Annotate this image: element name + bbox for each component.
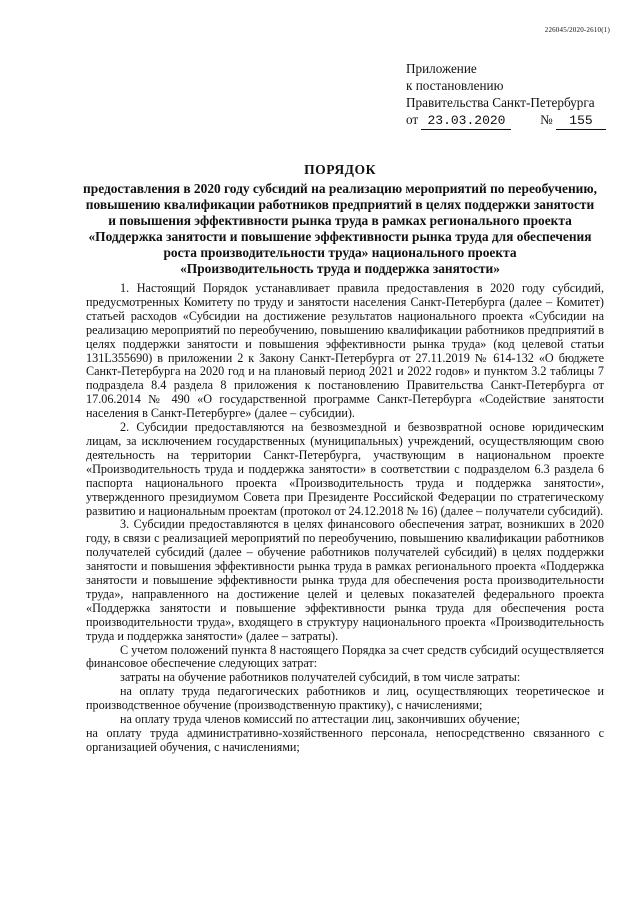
appendix-from-word: от (406, 112, 419, 127)
appendix-number-sign: № (540, 112, 553, 127)
appendix-date: 23.03.2020 (421, 112, 511, 130)
appendix-label: Приложение (406, 61, 477, 76)
paragraph-teacher-pay: на оплату труда педагогических работников и лиц, осуществляющих теоретическое и производственное обучение (производственную практику), с начислениями; (86, 684, 604, 713)
document-registration-number: 226045/2020-2610(1) (544, 26, 610, 34)
title-line: «Производительность труда и поддержка занятости» (180, 261, 500, 276)
paragraph-costs-intro: С учетом положений пункта 8 настоящего Порядка за счет средств субсидий осуществляется финансовое обеспечение следующих затрат: (86, 642, 604, 671)
document-title (60, 162, 620, 277)
title-line: и повышения эффективности рынка труда в рамках регионального проекта (108, 213, 572, 228)
paragraph-commission-pay: на оплату труда членов комиссий по аттестации лиц, закончивших обучение; (120, 712, 520, 727)
title-line: «Поддержка занятости и повышение эффективности рынка труда для обеспечения (88, 229, 592, 244)
title-line: предоставления в 2020 году субсидий на реализацию мероприятий по переобучению, (83, 181, 597, 196)
paragraph-3: 3. Субсидии предоставляются в целях финансового обеспечения затрат, возникших в 2020 году, в связи с реализацией мероприятий по переобучению, повышению квалификации работников получателей субсидий (далее – обучение работников получателей субсидий) в целях поддержки занятости и повышения эффективности рынка труда в рамках регионального проекта «Поддержка занятости и повышение эффективности рынка труда для обеспечения роста производительности труда», направленного на достижение целей и целевых показателей федерального проекта «Поддержка занятости и повышение эффективности рынка труда для обеспечения роста производительности труда», входящего в структуру национального проекта «Производительность труда и поддержка занятости» (далее – затраты). (86, 517, 604, 643)
appendix-date-number-line (406, 111, 606, 130)
document-body (86, 282, 604, 755)
appendix-number: 155 (556, 112, 606, 130)
title-heading: ПОРЯДОК (304, 162, 376, 177)
title-line: повышению квалификации работников предприятий в целях поддержки занятости (85, 197, 595, 212)
paragraph-training-costs: затраты на обучение работников получателей субсидий, в том числе затраты: (120, 670, 521, 685)
paragraph-1: 1. Настоящий Порядок устанавливает правила предоставления в 2020 году субсидий, предусмотренных Комитету по труду и занятости населения Санкт-Петербурга (далее – Комитет) статьей расходов «Субсидии на достижение результатов национального проекта «Субсидии на реализацию мероприятий по переобучению, повышению квалификации работников предприятий в целях поддержки занятости и повышения эффективности рынка труда» (код целевой статьи 131L355690) в приложении 2 к Закону Санкт-Петербурга от 27.11.2019 № 614-132 «О бюджете Санкт-Петербурга на 2020 год и на плановый период 2021 и 2022 годов» и пунктом 3.2 таблицы 7 подраздела 8.4 раздела 8 приложения к постановлению Правительства Санкт-Петербурга от 17.06.2014 № 490 «О государственной программе Санкт-Петербурга «Содействие занятости населения в Санкт-Петербурге» (далее – субсидии). (86, 281, 604, 421)
appendix-reference: к постановлению (406, 78, 504, 93)
title-line: роста производительности труда» национального проекта (163, 245, 517, 260)
paragraph-2: 2. Субсидии предоставляются на безвозмездной и безвозвратной основе юридическим лицам, за исключением государственных (муниципальных) учреждений, осуществляющим свою деятельность на территории Санкт-Петербурга, участвующим в национальном проекте «Производительность труда и поддержка занятости» в соответствии с подразделом 6.3 раздела 6 паспорта национального проекта «Производительность труда и поддержка занятости», утвержденного президиумом Совета при Президенте Российской Федерации по стратегическому развитию и национальным проектам (протокол от 24.12.2018 № 16) (далее – получатели субсидий). (86, 420, 604, 518)
appendix-block (406, 60, 606, 130)
appendix-issuer: Правительства Санкт-Петербурга (406, 95, 595, 110)
paragraph-admin-pay: на оплату труда административно-хозяйственного персонала, непосредственно связанного с организацией обучения, с начислениями; (86, 726, 604, 754)
